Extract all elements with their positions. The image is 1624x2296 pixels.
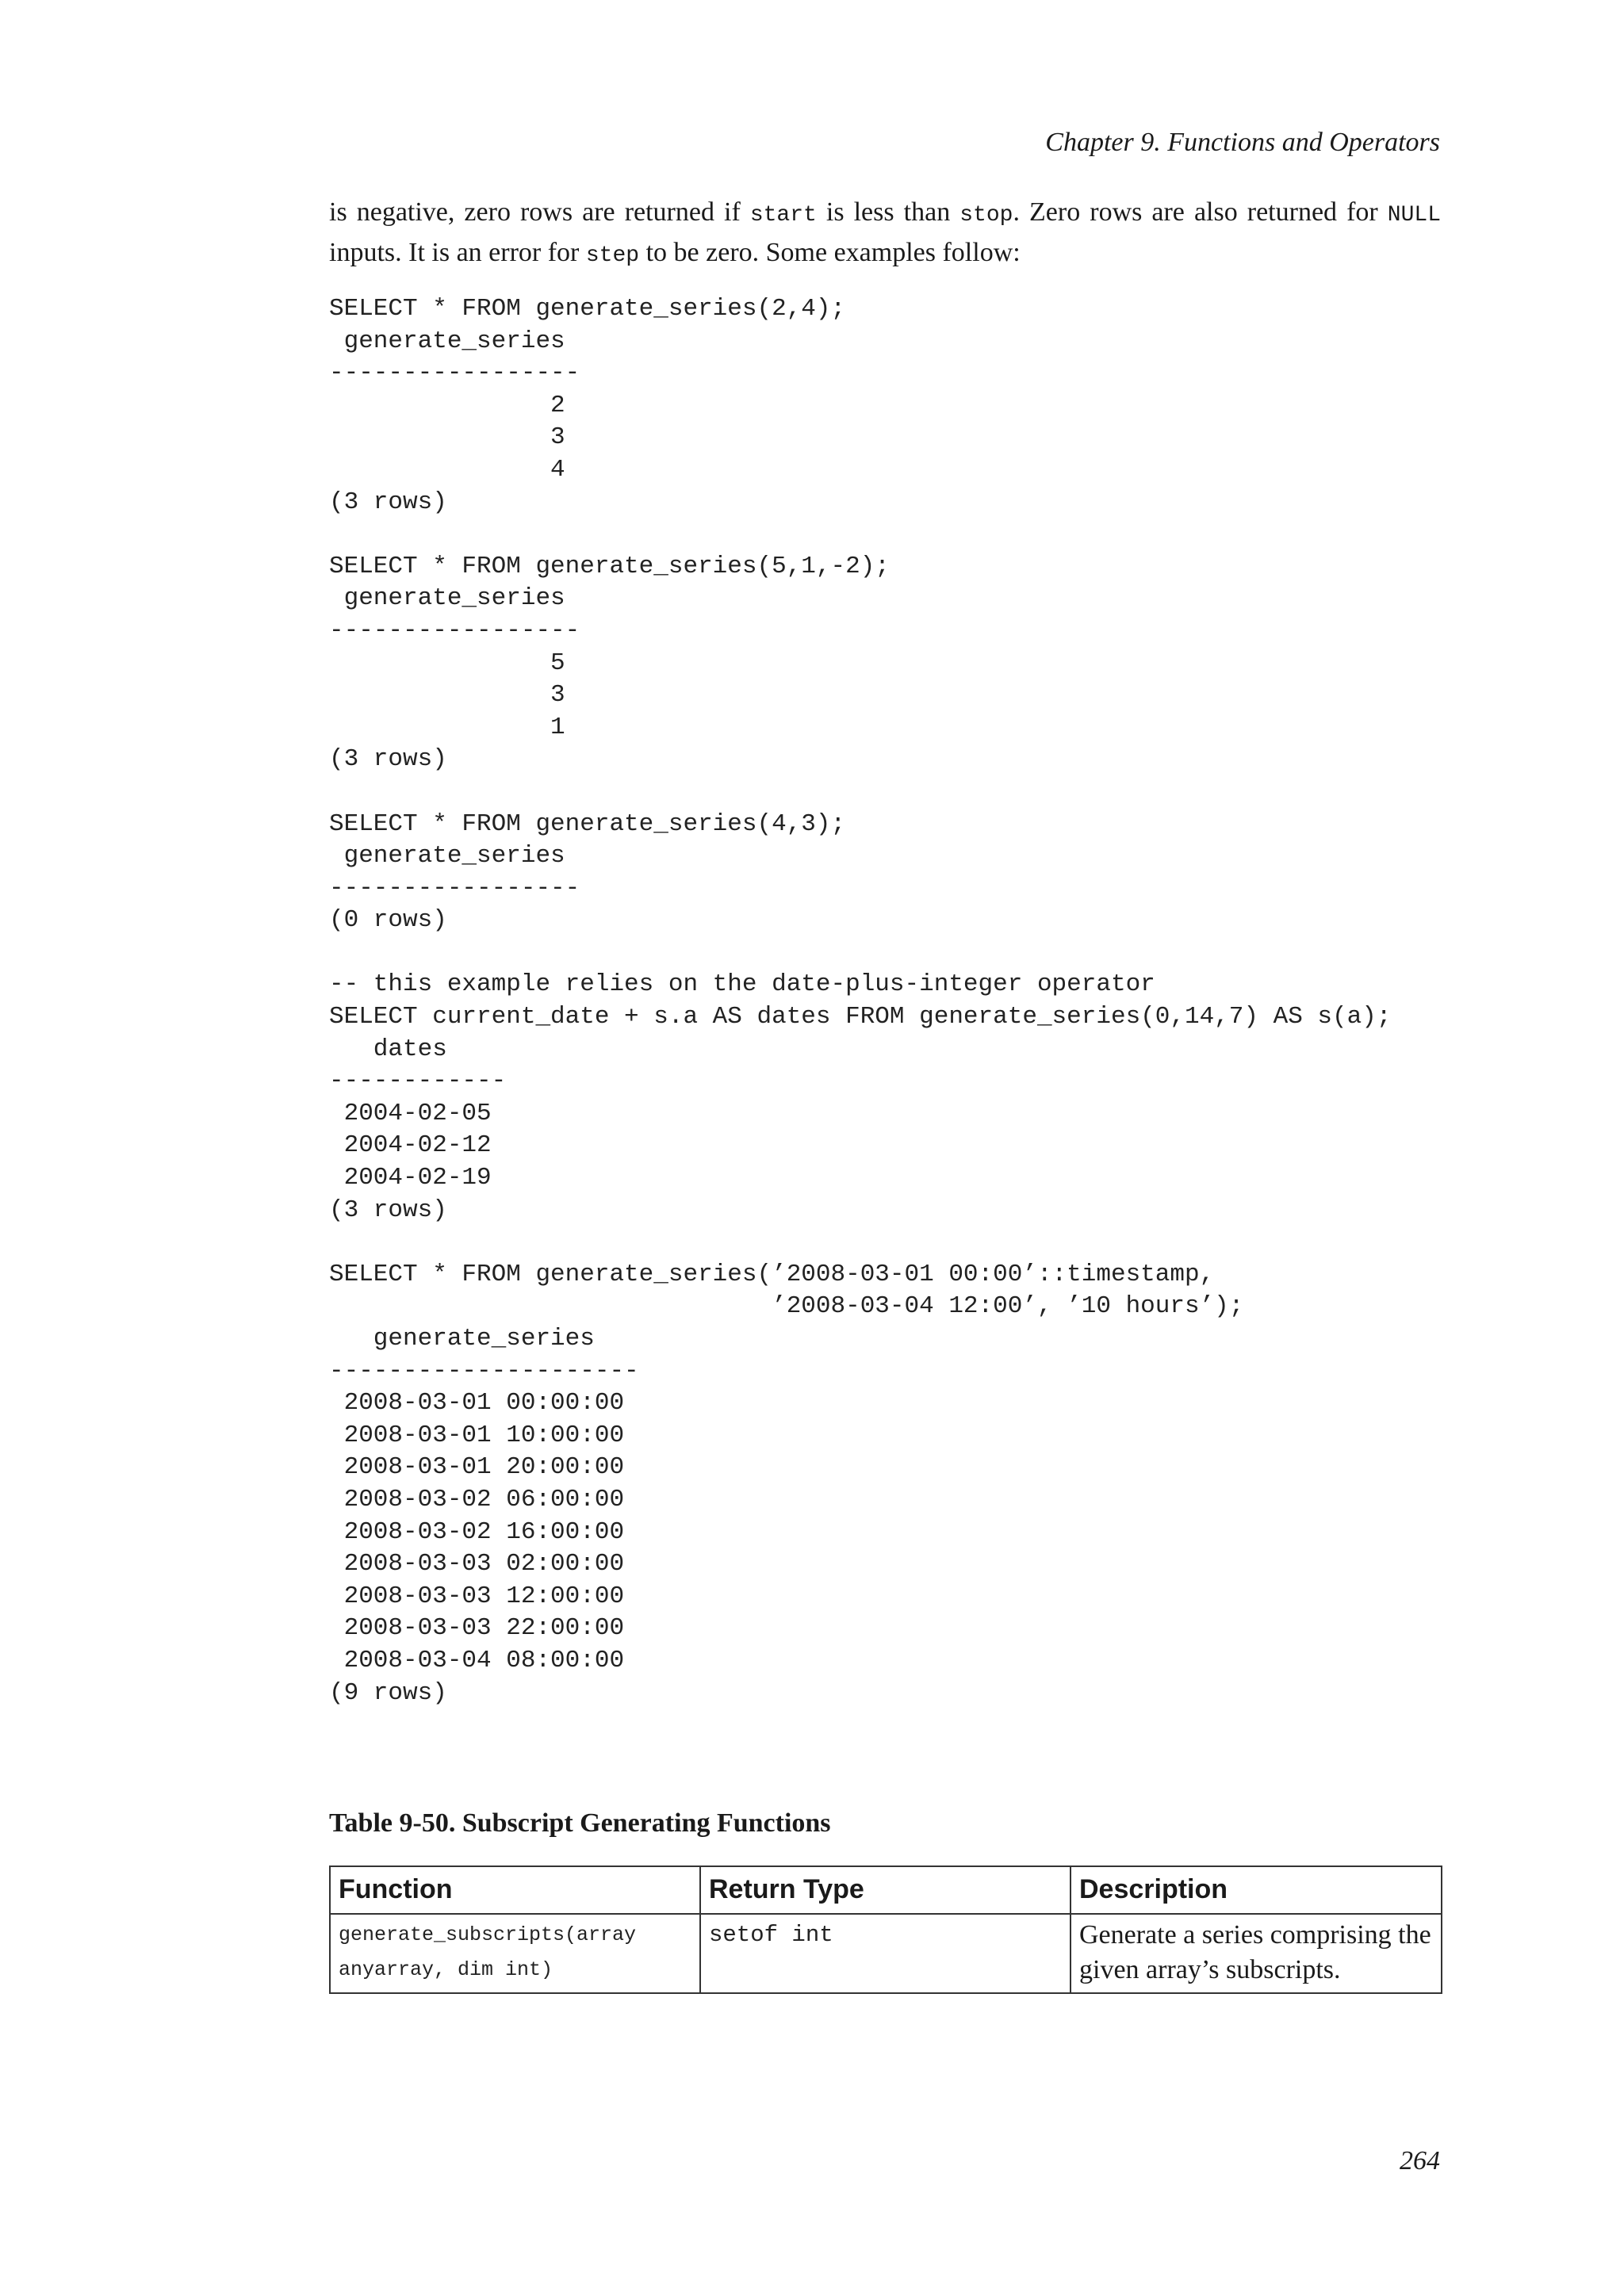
intro-text: is negative, zero rows are returned if [329, 197, 750, 227]
intro-text: inputs. It is an error for [329, 238, 586, 267]
cell-function: generate_subscripts(array anyarray, dim int) [330, 1914, 700, 1993]
table-header-row [330, 1866, 1442, 1914]
page-number: 264 [1400, 2146, 1440, 2175]
subscript-functions-table [329, 1866, 1442, 1994]
intro-paragraph [329, 193, 1441, 274]
intro-text: is less than [816, 197, 960, 227]
intro-text: . Zero rows are also returned for [1013, 197, 1388, 227]
column-header-description: Description [1071, 1866, 1442, 1914]
inline-code-stop: stop [959, 203, 1013, 228]
sql-examples-listing: SELECT * FROM generate_series(2,4); generate_series ----------------- 2 3 4 (3 rows) SELECT * FROM generate_series(5,1,-2); generate_series ----------------- 5 3 1 (3 rows) SELECT * FROM generate_series(4,3); generate_series ----------------- (0 rows) -- this example relies on the date-plus-integer operator SELECT current_date + s.a AS dates FROM generate_series(0,14,7) AS s(a); dates ------------ 2004-02-05 2004-02-12 2004-02-19 (3 rows) SELECT * FROM generate_series(’2008-03-01 00:00’::timestamp, ’2008-03-04 12:00’, ’10 hours’); generate_series --------------------- 2008-03-01 00:00:00 2008-03-01 10:00:00 2008-03-01 20:00:00 2008-03-02 06:00:00 2008-03-02 16:00:00 2008-03-03 02:00:00 2008-03-03 12:00:00 2008-03-03 22:00:00 2008-03-04 08:00:00 (9 rows) [329, 295, 1392, 1707]
inline-code-null: NULL [1387, 203, 1441, 228]
running-header: Chapter 9. Functions and Operators [1045, 128, 1440, 157]
inline-code-start: start [749, 203, 817, 228]
cell-return-type: setof int [700, 1914, 1071, 1993]
intro-text: to be zero. Some examples follow: [639, 238, 1021, 267]
column-header-function: Function [330, 1866, 700, 1914]
table-caption: Table 9-50. Subscript Generating Functions [329, 1808, 831, 1838]
cell-description: Generate a series comprising the given array’s subscripts. [1071, 1914, 1442, 1993]
table-row [330, 1914, 1442, 1993]
column-header-return-type: Return Type [700, 1866, 1071, 1914]
inline-code-step: step [585, 243, 640, 268]
